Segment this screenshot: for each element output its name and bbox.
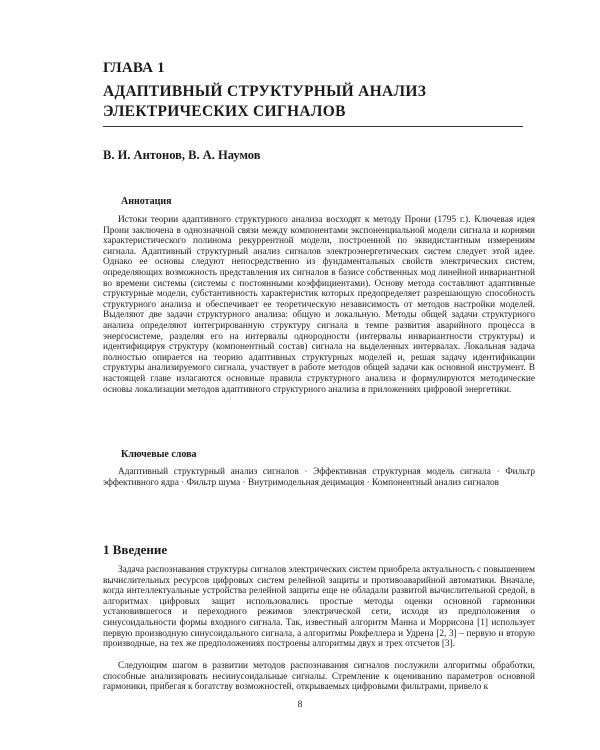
keywords-heading: Ключевые слова	[121, 449, 197, 460]
title-divider	[103, 126, 523, 127]
introduction-paragraph-2: Следующим шагом в развитии методов распознавания сигналов послужили алгоритмы обработки, способные анализировать несинусоидальные сигналы. Стремление к оцениванию параметров основной гармоники, прибегая к богатству возможностей, открываемых цифровыми фильтрами, привело к	[103, 661, 535, 693]
abstract-text: Истоки теории адаптивного структурного анализа восходят к методу Прони (1795 г.). Ключевая идея Прони заключена в однозначной связи между компонентами экспоненциальной модели сигнала и корнями характеристического полинома рекуррентной модели, построенной по эквидистантным измерениям сигнала. Адаптивный структурный анализ сигналов электроэнергетических систем следует этой идее. Однако ее основы следуют непосредственно из фундаментальных свойств электрических систем, определяющих возможность представления их сигналов в базисе собственных мод линейной инвариантной во времени системы (системы с постоянными коэффициентами). Основу метода составляют адаптивные структурные модели, субстантивность характеристик которых предопределяет разрешающую способность структурного анализа и обеспечивает ее теоретическую независимость от методов настройки моделей. Выделяют две задачи структурного анализа: общую и локальную. Методы общей задачи структурного анализа определяют интегрированную структуру сигнала в темпе развития аварийного процесса в энергосистеме, разделяя его на интервалы однородности (интервалы инвариантности структуры) и идентифицируя структуру (компонентный состав) сигнала на выделенных интервалах. Локальная задача полностью опирается на теорию адаптивных структурных моделей и, решая задачу идентификации структуры анализируемого сигнала, участвует в работе методов общей задачи как основной инструмент. В настоящей главе излагаются основные правила структурного анализа и формулируются методические основы локализации методов адаптивного структурного анализа в приложениях цифровой энергетики.	[103, 215, 535, 395]
chapter-title: АДАПТИВНЫЙ СТРУКТУРНЫЙ АНАЛИЗ ЭЛЕКТРИЧЕСКИХ СИГНАЛОВ	[103, 83, 427, 120]
abstract-heading: Аннотация	[121, 196, 172, 207]
keywords-text: Адаптивный структурный анализ сигналов · Эффективная структурная модель сигнала · Фильтр эффективного ядра · Фильтр шума · Внутримодельная децимация · Компонентный анализ сигналов	[103, 467, 535, 488]
introduction-heading: 1 Введение	[103, 542, 168, 557]
chapter-label: ГЛАВА 1	[103, 60, 165, 76]
authors: В. И. Антонов, В. А. Наумов	[103, 148, 261, 162]
introduction-paragraph-1: Задача распознавания структуры сигналов электрических систем приобрела актуальность с повышением вычислительных ресурсов цифровых систем релейной защиты и противоаварийной автоматики. Вначале, когда интеллектуальные устройства релейной защиты еще не обладали развитой вычислительной средой, в алгоритмах цифровых защит использовались простые методы оценки основной гармоники установившегося и переходного режимов электрической сети, исходя из предположения о синусоидальности формы входного сигнала. Так, известный алгоритм Манна и Моррисона [1] использует первую производную синусоидального сигнала, а алгоритмы Рокфеллера и Удрена [2, 3] – первую и вторую производные, на тех же предположениях построены алгоритмы двух и трех отсчетов [3].	[103, 565, 535, 650]
page-number: 8	[297, 700, 303, 710]
